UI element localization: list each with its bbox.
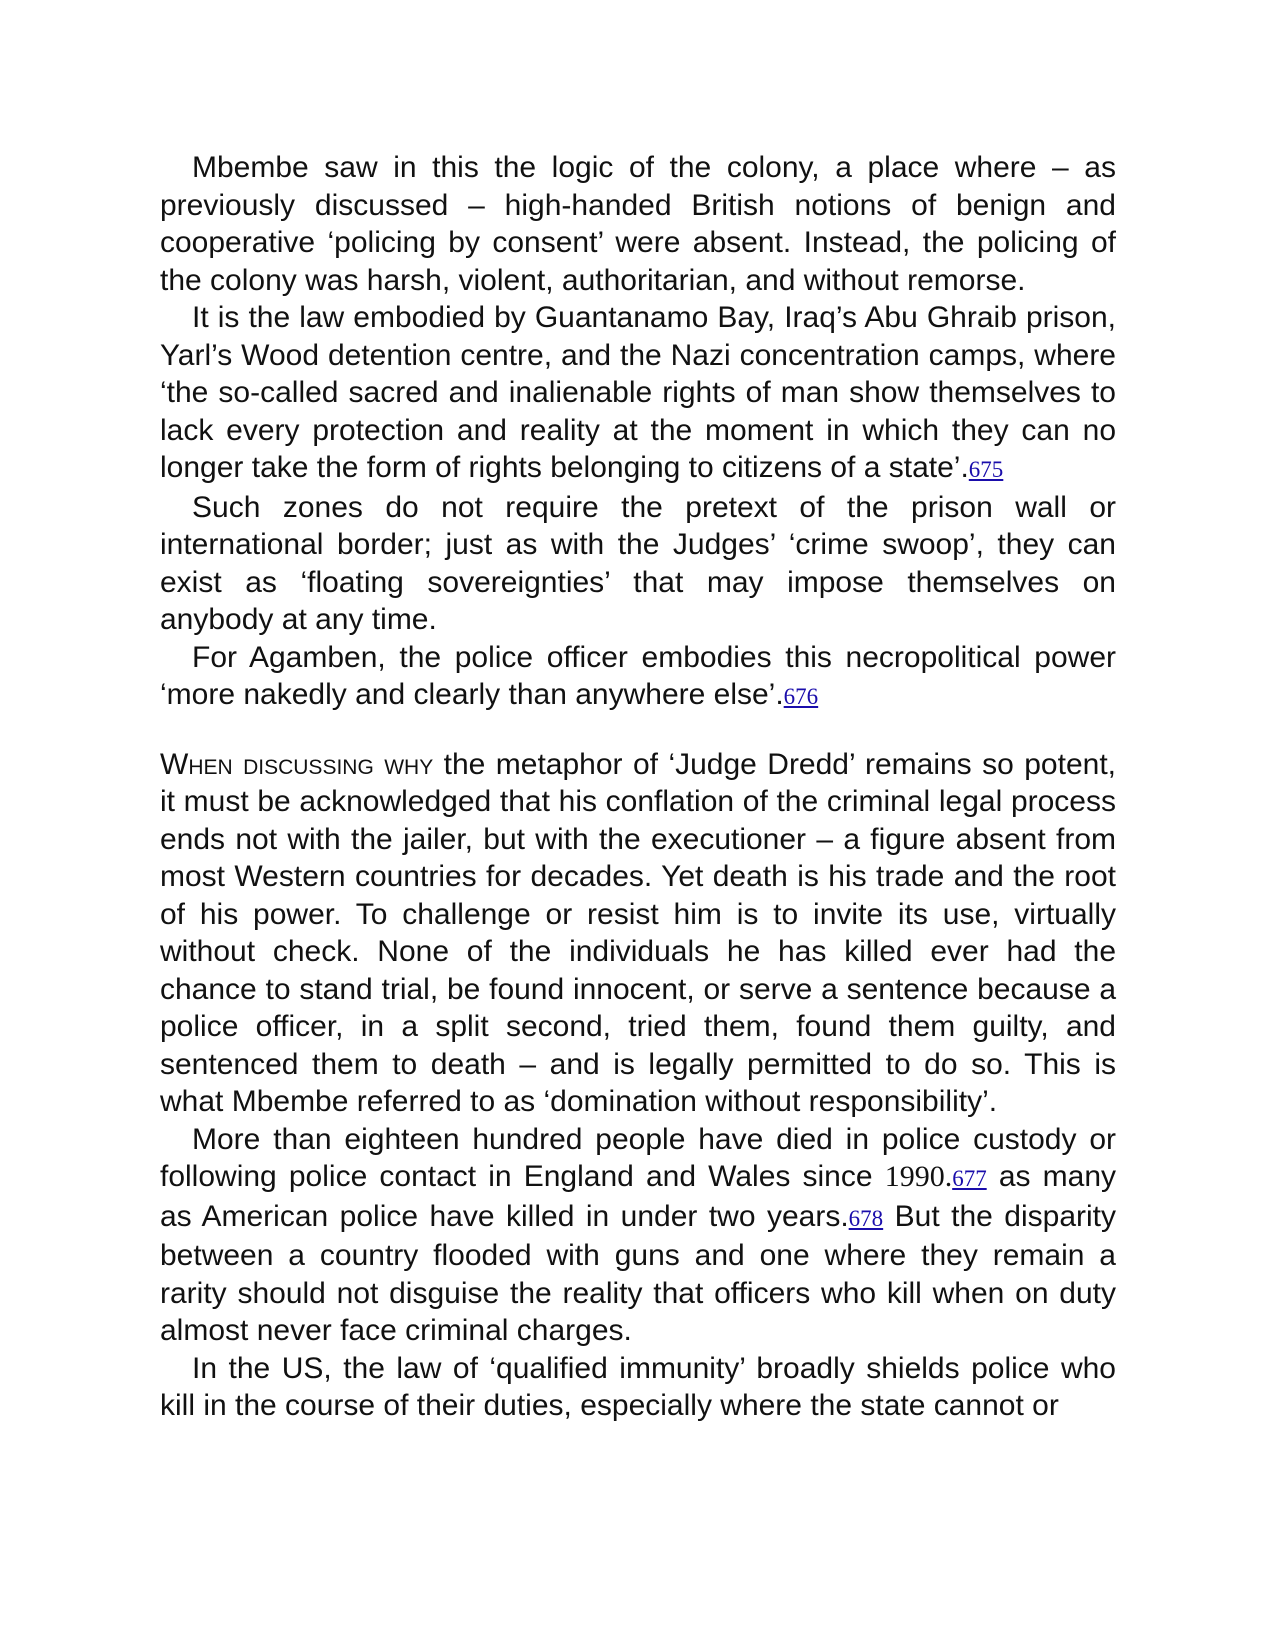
paragraph-text: For Agamben, the police officer embodies this necropolitical power ‘more nakedly and clearly than anywhere else’. (160, 640, 1116, 711)
paragraph-text: In the US, the law of ‘qualified immunity’ broadly shields police who kill in the course of their duties, especially where the state cannot or (160, 1351, 1116, 1422)
footnote-link-676[interactable]: 676 (783, 684, 819, 709)
paragraph (160, 299, 1116, 489)
body-text (160, 149, 1116, 1425)
paragraph-text: the metaphor of ‘Judge Dredd’ remains so potent, it must be acknowledged that his conflation of the criminal legal process ends not with the jailer, but with the executioner – a figure absent from most Western countries for decades. Yet death is his trade and the root of his power. To challenge or resist him is to invite its use, virtually without check. None of the individuals he has killed ever had the chance to stand trial, be found innocent, or serve a sentence because a police officer, in a split second, tried them, found them guilty, and sentenced them to death – and is legally permitted to do so. This is what Mbembe referred to as ‘domination without responsibility’. (160, 747, 1116, 1118)
footnote-link-677[interactable]: 677 (952, 1166, 987, 1191)
paragraph (160, 149, 1116, 299)
paragraph (160, 1121, 1116, 1350)
paragraph-text: as many as American police have killed in under two years. (160, 1160, 1116, 1233)
footnote-link-678[interactable]: 678 (848, 1205, 884, 1231)
paragraph-text: It is the law embodied by Guantanamo Bay, Iraq’s Abu Ghraib prison, Yarl’s Wood detention centre, and the Nazi concentration camps, where ‘the so-called sacred and inalienable rights of man show themselves to lack every protection and reality at the moment in which they can no longer take the form of rights belonging to citizens of a state’. (160, 301, 1116, 484)
small-caps-lead-in: When discussing why (160, 747, 434, 781)
paragraph (160, 489, 1116, 639)
paragraph (160, 639, 1116, 716)
year-text: 1990. (884, 1160, 953, 1193)
paragraph (160, 1350, 1116, 1425)
paragraph-text: Mbembe saw in this the logic of the colony, a place where – as previously discussed – high-handed British notions of benign and cooperative ‘policing by consent’ were absent. Instead, the policing of the colony was harsh, violent, authoritarian, and without remorse. (160, 151, 1116, 297)
paragraph-text: Such zones do not require the pretext of the prison wall or international border; just as with the Judges’ ‘crime swoop’, they can exist as ‘floating sovereignties’ that may impose themselves on anybody at any time. (160, 490, 1116, 636)
paragraph-text: More than eighteen hundred people have died in police custody or following police contact in England and Wales since (160, 1122, 1116, 1193)
section-opening-paragraph (160, 746, 1116, 1121)
paragraph-text: But the disparity between a country flooded with guns and one where they remain a rarity should not disguise the reality that officers who kill when on duty almost never face criminal charges. (160, 1199, 1116, 1347)
footnote-link-675[interactable]: 675 (968, 457, 1004, 482)
